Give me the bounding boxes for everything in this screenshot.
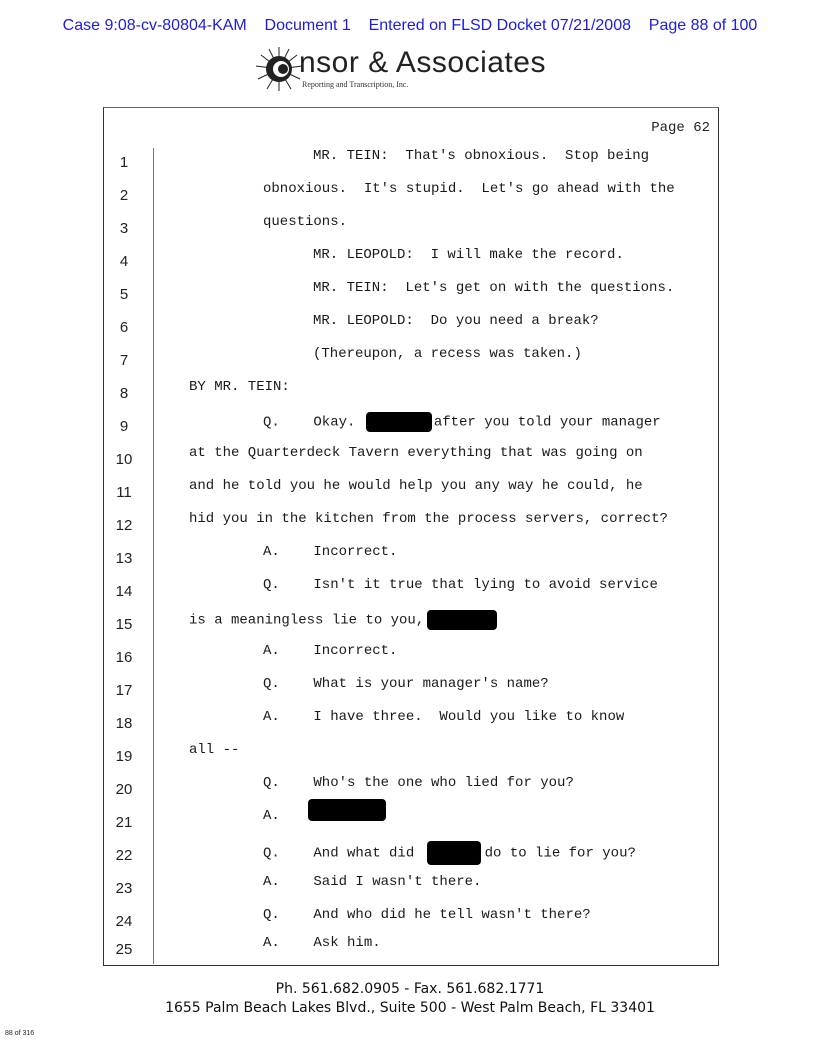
- line-number: 4: [119, 253, 129, 270]
- docket-page: Page 88 of 100: [648, 17, 758, 34]
- line-text: MR. LEOPOLD: Do you need a break?: [313, 313, 599, 329]
- line-text: all --: [189, 742, 240, 758]
- transcript-line: [104, 181, 718, 211]
- line-number: 21: [115, 814, 133, 831]
- line-text: A. Incorrect.: [263, 544, 398, 560]
- line-number: 22: [115, 847, 133, 864]
- transcript-line: [104, 643, 718, 673]
- transcript-line: [104, 775, 718, 805]
- line-text: A. Incorrect.: [263, 643, 398, 659]
- line-text: MR. LEOPOLD: I will make the record.: [313, 247, 624, 263]
- line-text: Q. And who did he tell wasn't there?: [263, 907, 591, 923]
- line-text: Q. Isn't it true that lying to avoid service: [263, 577, 658, 593]
- line-text: and he told you he would help you any way he could, he: [189, 478, 643, 494]
- line-text: Q. And what did do to lie for you?: [263, 841, 636, 865]
- transcript-line: [104, 511, 718, 541]
- footer-address: 1655 Palm Beach Lakes Blvd., Suite 500 - West Palm Beach, FL 33401: [165, 1000, 655, 1016]
- line-text: A. I have three. Would you like to know: [263, 709, 625, 725]
- line-text: Q. Who's the one who lied for you?: [263, 775, 574, 791]
- transcript-line: [104, 841, 718, 871]
- line-number: 16: [115, 649, 133, 666]
- line-text: MR. TEIN: That's obnoxious. Stop being: [313, 148, 650, 164]
- line-number: 25: [115, 941, 133, 958]
- line-number: 19: [115, 748, 133, 765]
- line-text: Q. What is your manager's name?: [263, 676, 549, 692]
- redaction-mark: [427, 610, 497, 630]
- brand-tagline: Reporting and Transcription, Inc.: [302, 80, 409, 89]
- line-number: 18: [115, 715, 133, 732]
- transcript-line: [104, 610, 718, 640]
- line-text: at the Quarterdeck Tavern everything that was going on: [189, 445, 643, 461]
- line-number: 1: [119, 154, 129, 171]
- line-text: (Thereupon, a recess was taken.): [313, 346, 582, 362]
- transcript-line: [104, 742, 718, 772]
- transcript-line: [104, 313, 718, 343]
- line-number: 12: [115, 517, 133, 534]
- page-of-count: 88 of 316: [5, 1030, 35, 1037]
- entered-date: Entered on FLSD Docket 07/21/2008: [368, 17, 631, 34]
- document-number: Document 1: [264, 17, 351, 34]
- line-number: 5: [119, 286, 129, 303]
- transcript-line: [104, 544, 718, 574]
- line-text: Q. Okay. after you told your manager: [263, 412, 661, 432]
- transcript-line: [104, 907, 718, 937]
- transcript-frame: [103, 107, 719, 966]
- transcript-line: [104, 874, 718, 904]
- transcript-line: [104, 280, 718, 310]
- line-text: A.: [263, 808, 386, 824]
- line-text: MR. TEIN: Let's get on with the questions.: [313, 280, 675, 296]
- docket-header: [0, 17, 820, 35]
- line-number: 3: [119, 220, 129, 237]
- transcript-line: [104, 148, 718, 178]
- line-number: 15: [115, 616, 133, 633]
- transcript-line: [104, 935, 718, 965]
- line-number: 6: [119, 319, 129, 336]
- transcript-page-number: Page 62: [651, 120, 710, 136]
- line-text: obnoxious. It's stupid. Let's go ahead with the: [263, 181, 675, 197]
- footer-phone: Ph. 561.682.0905 - Fax. 561.682.1771: [275, 981, 545, 997]
- redaction-mark: [366, 412, 432, 432]
- reporter-logo: [255, 46, 585, 96]
- transcript-line: [104, 577, 718, 607]
- line-number: 23: [115, 880, 133, 897]
- line-text: is a meaningless lie to you,: [189, 610, 497, 630]
- line-text: questions.: [263, 214, 348, 230]
- line-text: A. Ask him.: [263, 935, 381, 951]
- transcript-line: [104, 445, 718, 475]
- redaction-mark: [427, 841, 481, 865]
- transcript-line: [104, 709, 718, 739]
- redaction-mark: [308, 799, 386, 821]
- transcript-line: [104, 247, 718, 277]
- transcript-line: [104, 478, 718, 508]
- line-number: 9: [119, 418, 129, 435]
- line-number: 13: [115, 550, 133, 567]
- line-number: 11: [116, 484, 132, 501]
- transcript-line: [104, 379, 718, 409]
- line-number: 14: [115, 583, 133, 600]
- seal-icon: [255, 46, 303, 92]
- line-text: A. Said I wasn't there.: [263, 874, 482, 890]
- transcript-line: [104, 346, 718, 376]
- transcript-line: [104, 412, 718, 442]
- line-number: 24: [115, 913, 133, 930]
- transcript-line: [104, 676, 718, 706]
- line-number: 8: [119, 385, 129, 402]
- line-text: BY MR. TEIN:: [189, 379, 290, 395]
- transcript-line: [104, 808, 718, 838]
- line-number: 7: [119, 352, 129, 369]
- brand-name: nsor & Associates: [299, 46, 546, 79]
- line-text: hid you in the kitchen from the process servers, correct?: [189, 511, 668, 527]
- line-number: 2: [119, 187, 129, 204]
- transcript-line: [104, 214, 718, 244]
- line-number: 17: [115, 682, 133, 699]
- line-number: 10: [115, 451, 133, 468]
- case-number: Case 9:08-cv-80804-KAM: [62, 17, 247, 34]
- line-number: 20: [115, 781, 133, 798]
